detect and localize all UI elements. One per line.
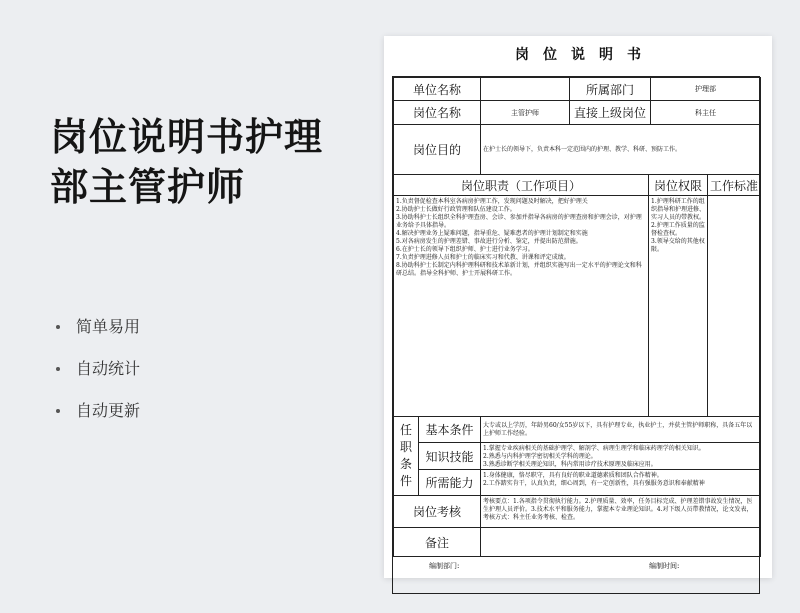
qualification-char: 职 (399, 440, 412, 454)
position-value: 主管护师 (480, 100, 570, 125)
document-preview (384, 36, 772, 578)
department-label: 所属部门 (569, 77, 651, 101)
bullet-icon (56, 409, 60, 413)
feature-label: 自动统计 (76, 359, 141, 378)
remarks-value (480, 527, 761, 557)
purpose-value: 在护士长的领导下，负责本科一定范围内的护理、教学、科研、预防工作。 (480, 124, 761, 175)
job-description-form (392, 76, 760, 594)
compiled-time-label: 编制时间: (649, 562, 680, 570)
superior-label: 直接上级岗位 (569, 100, 651, 125)
duties-header: 岗位职责（工作项目） (393, 174, 649, 196)
feature-item (56, 400, 140, 442)
unit-name-label: 单位名称 (393, 77, 481, 101)
cover-title-line1: 岗位说明书护理 (50, 115, 324, 159)
bullet-icon (56, 325, 60, 329)
qualification-char: 件 (399, 474, 412, 488)
assessment-value: 考核要点：1.各项指令贯彻执行能力。2.护理质量、效率，任务目标完成、护理差错事故发生情况，医生护理人员评价。3.技术水平和服务能力，掌握本专业理论知识。4.对下级人员带教情况，论文发表，考核方式：科主任业务考核、检查。 (480, 495, 761, 528)
ability-value: 1.身体健康，恪尽职守，具有良好的职业道德素质和团队合作精神。 2.工作踏实肯干，认真负责，细心周到，有一定创新性，具有强服务意识和奉献精神 (480, 469, 761, 496)
assessment-label: 岗位考核 (393, 495, 481, 528)
feature-label: 简单易用 (76, 317, 141, 336)
cover-title (50, 112, 323, 212)
remarks-label: 备注 (393, 527, 481, 557)
basic-conditions-value: 大专或以上学历，年龄男60/女55岁以下，具有护理专业，执业护士，并获主管护师职称，具备五年以上护师工作经验。 (480, 416, 761, 443)
qualification-label (393, 416, 419, 496)
standard-text (707, 195, 761, 417)
skills-label: 知识技能 (418, 442, 481, 470)
ability-label: 所需能力 (418, 469, 481, 496)
feature-list (56, 316, 140, 442)
purpose-label: 岗位目的 (393, 124, 481, 175)
skills-value: 1.掌握专业疾病相关的基础护理学、解剖学、病理生理学和临床药理学的相关知识。 2.熟悉与内科护理学密切相关学科的理论。 3.熟悉诊断学相关理论知识，科内常用诊疗技术原理及临床应用。 (480, 442, 761, 470)
feature-item (56, 316, 140, 358)
duties-text: 1.负责督促检查本科室各病房护理工作，发现问题及时解决，把好护理关 2.协助护士长做好行政管理和队伍建设工作。 3.协助科护士长组织全科护理查房、会诊、参加并指导各病房的护理查房和护理会诊，对护理业务给予具体指导。 4.解决护理业务上疑难问题，指导重危、疑难患者的护理计划制定和实施 5.对各病房发生的护理差错、事故进行分析、鉴定，并提出防范措施。 6.在护士长的领导下组织护师、护士进行业务学习。 7.负责护理进修人员和护士的临床实习和代教、讲课和评定成绩。 8.协助科护士长制定内科护理科研和技术革新计划，并组织实施写出一定水平的护理论文和科研总结。指导全科护师、护士开展科研工作。 (393, 195, 649, 417)
authority-text: 1.护理科研工作的组织指导和护理进修、实习人员的带教权。 2.护理工作质量的监督检查权。 3.领导交给的其他权限。 (648, 195, 708, 417)
qualification-char: 任 (399, 423, 412, 437)
authority-header: 岗位权限 (648, 174, 708, 196)
feature-item (56, 358, 140, 400)
unit-name-value (480, 77, 570, 101)
position-label: 岗位名称 (393, 100, 481, 125)
cover-title-line2: 部主管护师 (50, 165, 246, 209)
bullet-icon (56, 367, 60, 371)
department-value: 护理部 (650, 77, 761, 101)
basic-conditions-label: 基本条件 (418, 416, 481, 443)
qualification-char: 条 (399, 457, 412, 471)
superior-value: 科主任 (650, 100, 761, 125)
feature-label: 自动更新 (76, 401, 141, 420)
compiled-by-label: 编制部门: (429, 562, 460, 570)
standard-header: 工作标准 (707, 174, 761, 196)
document-title: 岗位说明书 (515, 47, 655, 63)
